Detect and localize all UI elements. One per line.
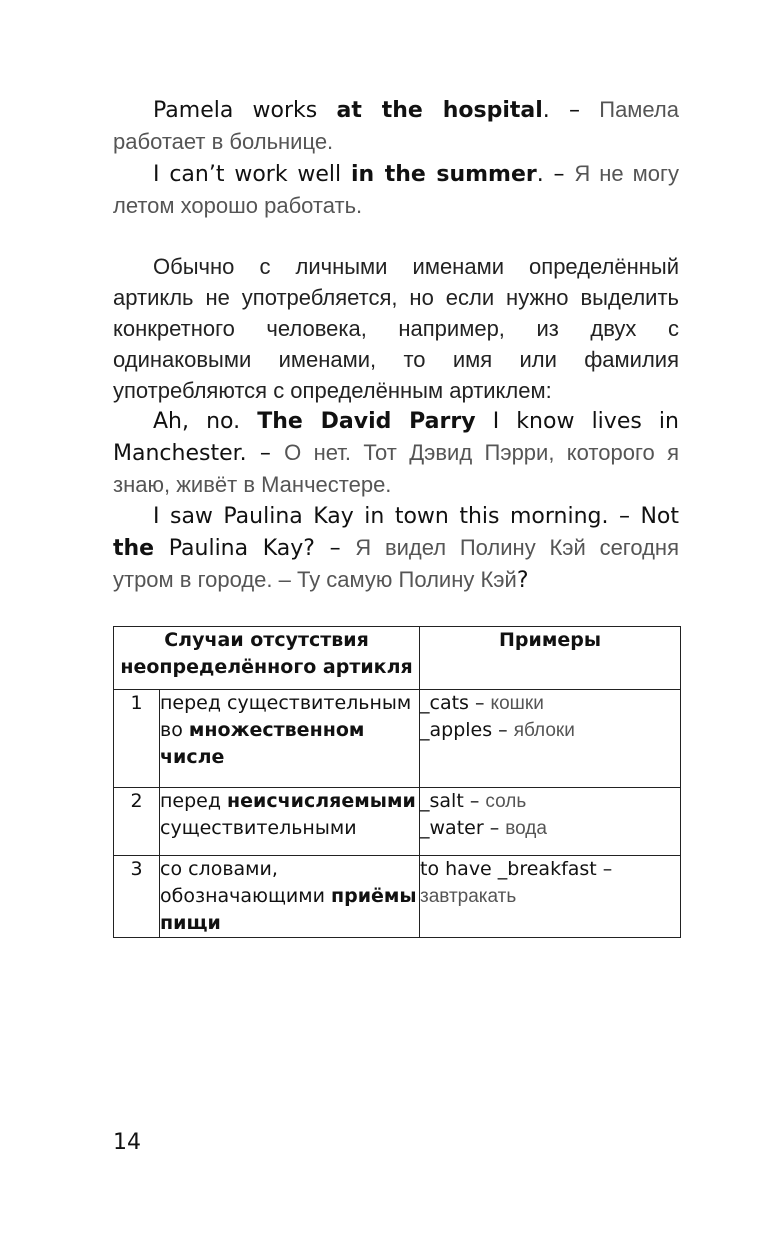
- top-examples: [113, 94, 679, 222]
- row-examples: [420, 788, 681, 856]
- table-row: [114, 690, 681, 788]
- row-number: 1: [114, 690, 160, 788]
- rule-section: [113, 251, 679, 596]
- row-description: со словами, обозначающими приёмы пищи: [160, 856, 420, 938]
- row-number: 3: [114, 856, 160, 938]
- example-paulina-kay: I saw Paulina Kay in town this morning. – Not the Paulina Kay? – Я видел Полину Кэй сегодня утром в городе. – Ту самую Полину Кэй?: [113, 504, 679, 593]
- table-row: [114, 788, 681, 856]
- table-header-row: [114, 627, 681, 690]
- page-number: 14: [113, 1130, 141, 1155]
- example-line: завтракать: [420, 886, 517, 907]
- header-cases: Случаи отсутствия неопределённого артикля: [114, 627, 420, 690]
- example-line: _cats – кошки: [420, 692, 544, 714]
- example-hospital: Pamela works at the hospital. – Памела работает в больнице.: [113, 97, 679, 154]
- example-david-parry: Ah, no. The David Parry I know lives in Manchester. – О нет. Тот Дэвид Пэрри, которого я знаю, живёт в Манчестере.: [113, 409, 680, 497]
- row-number: 2: [114, 788, 160, 856]
- header-examples: Примеры: [420, 627, 681, 690]
- row-description: перед существительным во множественном числе: [160, 690, 420, 788]
- example-line: _salt – соль: [420, 790, 527, 812]
- row-examples: [420, 856, 681, 938]
- example-line: _water – вода: [420, 817, 547, 839]
- row-examples: [420, 690, 681, 788]
- example-line: _apples – яблоки: [420, 719, 575, 741]
- example-summer: I can’t work well in the summer. – Я не могу летом хорошо работать.: [113, 161, 679, 218]
- table-row: [114, 856, 681, 938]
- rule-text: Обычно с личными именами определённый артикль не употребляется, но если нужно выделить конкретного человека, например, из двух с одинаковыми именами, то имя или фамилия употребляются с определённым артиклем:: [113, 254, 679, 403]
- row-description: перед неисчисляемыми существительными: [160, 788, 420, 856]
- example-line: to have _breakfast –: [420, 858, 613, 880]
- article-absence-table: [113, 626, 681, 938]
